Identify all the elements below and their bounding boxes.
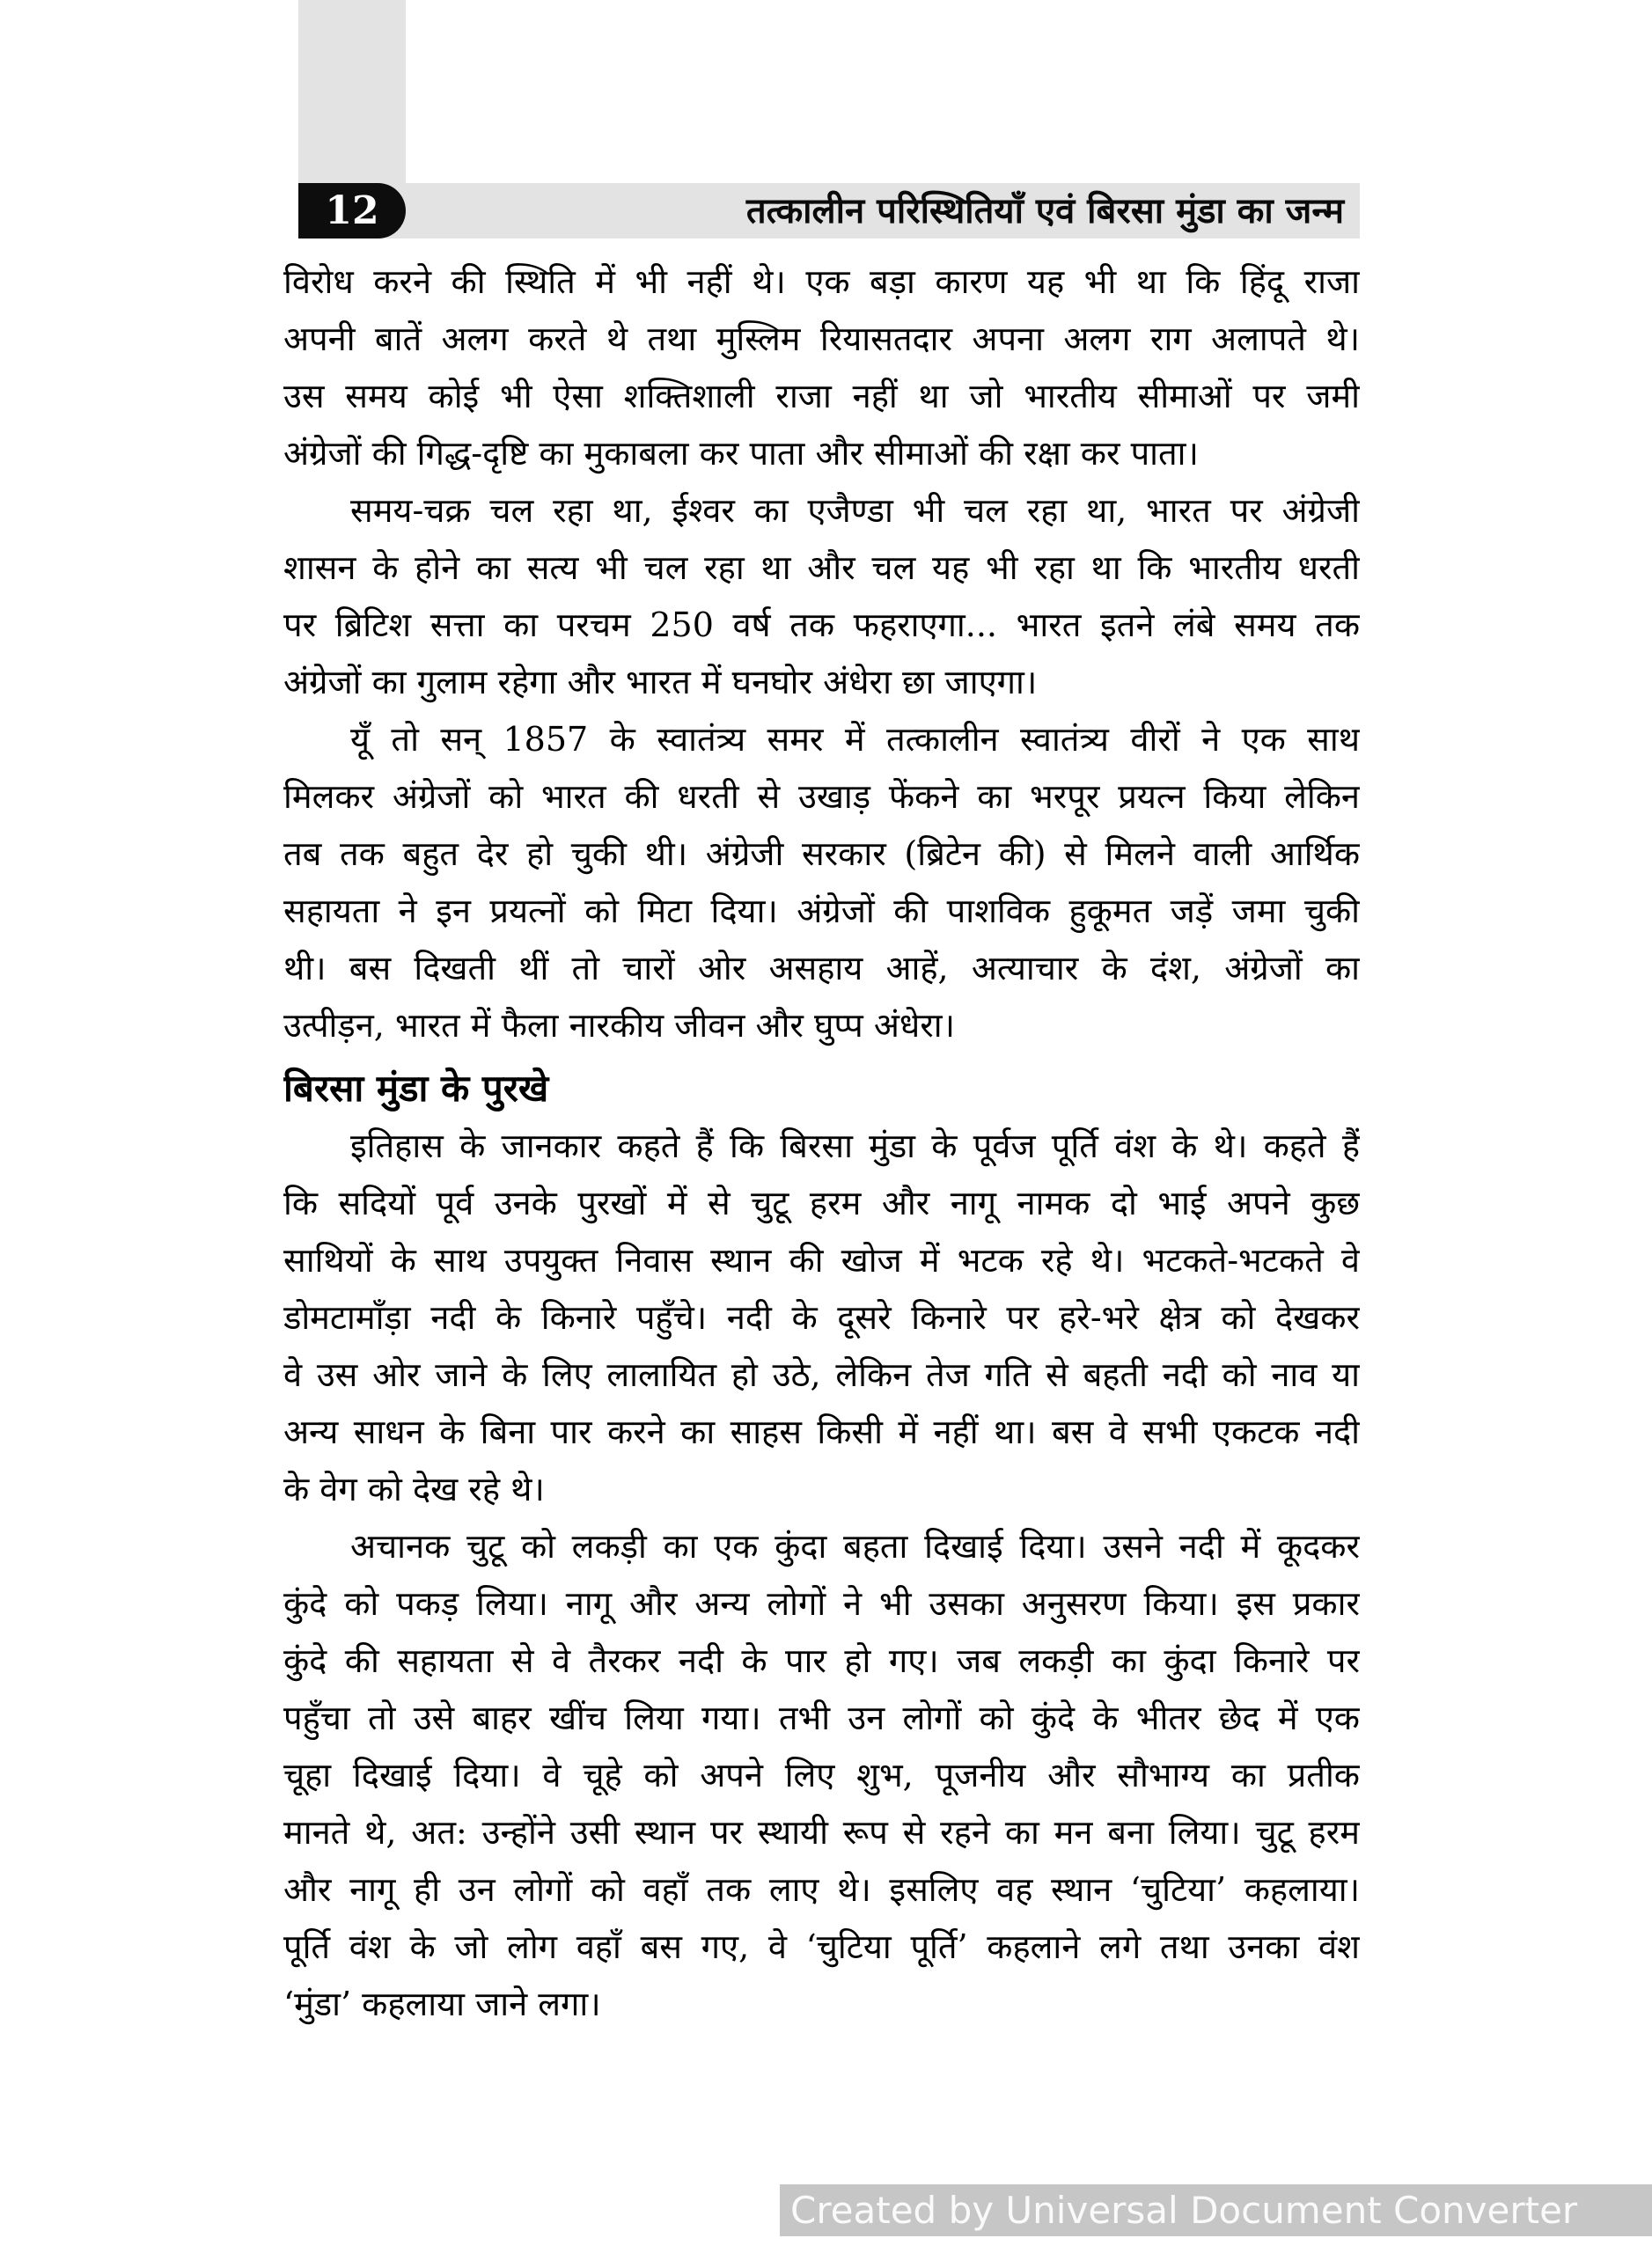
text-line: पूर्ति वंश के जो लोग वहाँ बस गए, वे ‘चुटिया पूर्ति’ कहलाने लगे तथा उनका वंश	[283, 1927, 1360, 1966]
top-left-gray-strip	[298, 0, 406, 183]
text-line: वे उस ओर जाने के लिए लालायित हो उठे, लेकिन तेज गति से बहती नदी को नाव या	[283, 1355, 1360, 1394]
text-line: शासन के होने का सत्य भी चल रहा था और चल यह भी रहा था कि भारतीय धरती	[283, 548, 1360, 587]
text-line: सहायता ने इन प्रयत्नों को मिटा दिया। अंग्रेजों की पाशविक हुकूमत जड़ें जमा चुकी	[283, 892, 1360, 930]
chapter-title: तत्कालीन परिस्थितियाँ एवं बिरसा मुंडा का जन्म	[745, 190, 1344, 231]
text-line: और नागू ही उन लोगों को वहाँ तक लाए थे। इसलिए वह स्थान ‘चुटिया’ कहलाया।	[283, 1870, 1360, 1909]
paragraph	[283, 711, 1360, 1054]
text-line: कि सदियों पूर्व उनके पुरखों में से चुटू हरम और नागू नामक दो भाई अपने कुछ	[283, 1184, 1360, 1222]
paragraph	[283, 1518, 1360, 2033]
text-line: इतिहास के जानकार कहते हैं कि बिरसा मुंडा के पूर्वज पूर्ति वंश के थे। कहते हैं	[350, 1126, 1360, 1165]
text-line: अपनी बातें अलग करते थे तथा मुस्लिम रियासतदार अपना अलग राग अलापते थे।	[283, 319, 1360, 358]
paragraph	[283, 1118, 1360, 1518]
page-number: 12	[325, 187, 379, 233]
paragraph	[283, 482, 1360, 711]
text-line: अंग्रेजों की गिद्ध-दृष्टि का मुकाबला कर पाता और सीमाओं की रक्षा कर पाता।	[283, 434, 1199, 473]
text-line: डोमटामाँड़ा नदी के किनारे पहुँचे। नदी के दूसरे किनारे पर हरे-भरे क्षेत्र को देखकर	[283, 1298, 1360, 1337]
chapter-header-bar	[298, 183, 1360, 239]
text-line: विरोध करने की स्थिति में भी नहीं थे। एक बड़ा कारण यह भी था कि हिंदू राजा	[283, 262, 1360, 301]
text-line: उस समय कोई भी ऐसा शक्तिशाली राजा नहीं था जो भारतीय सीमाओं पर जमी	[283, 377, 1360, 415]
text-line: यूँ तो सन् 1857 के स्वातंत्र्य समर में तत्कालीन स्वातंत्र्य वीरों ने एक साथ	[350, 720, 1360, 759]
text-line: थी। बस दिखती थीं तो चारों ओर असहाय आहें, अत्याचार के दंश, अंग्रेजों का	[283, 949, 1360, 987]
text-line: ‘मुंडा’ कहलाया जाने लगा।	[283, 1985, 601, 2023]
watermark-banner: Created by Universal Document Converter	[780, 2184, 1652, 2236]
text-line: मानते थे, अत: उन्होंने उसी स्थान पर स्थायी रूप से रहने का मन बना लिया। चुटू हरम	[283, 1813, 1360, 1852]
page-number-tab	[298, 183, 406, 239]
body-text-column	[283, 253, 1360, 2033]
paragraph	[283, 253, 1360, 482]
text-line: अचानक चुटू को लकड़ी का एक कुंदा बहता दिखाई दिया। उसने नदी में कूदकर	[350, 1527, 1360, 1566]
text-line: कुंदे को पकड़ लिया। नागू और अन्य लोगों ने भी उसका अनुसरण किया। इस प्रकार	[283, 1584, 1360, 1623]
text-line: समय-चक्र चल रहा था, ईश्वर का एजैण्डा भी चल रहा था, भारत पर अंग्रेजी	[350, 491, 1360, 530]
text-line: कुंदे की सहायता से वे तैरकर नदी के पार हो गए। जब लकड़ी का कुंदा किनारे पर	[283, 1641, 1360, 1680]
text-line: उत्पीड़न, भारत में फैला नारकीय जीवन और घुप्प अंधेरा।	[283, 1006, 956, 1045]
section-heading: बिरसा मुंडा के पुरखे	[283, 1067, 549, 1110]
text-line: साथियों के साथ उपयुक्त निवास स्थान की खोज में भटक रहे थे। भटकते-भटकते वे	[283, 1241, 1360, 1280]
text-line: चूहा दिखाई दिया। वे चूहे को अपने लिए शुभ, पूजनीय और सौभाग्य का प्रतीक	[283, 1756, 1360, 1794]
text-line: मिलकर अंग्रेजों को भारत की धरती से उखाड़ फेंकने का भरपूर प्रयत्न किया लेकिन	[283, 777, 1360, 816]
text-line: पर ब्रिटिश सत्ता का परचम 250 वर्ष तक फहराएगा... भारत इतने लंबे समय तक	[283, 605, 1360, 644]
text-line: पहुँचा तो उसे बाहर खींच लिया गया। तभी उन लोगों को कुंदे के भीतर छेद में एक	[283, 1699, 1360, 1737]
text-line: अंग्रेजों का गुलाम रहेगा और भारत में घनघोर अंधेरा छा जाएगा।	[283, 663, 1038, 701]
text-line: के वेग को देख रहे थे।	[283, 1470, 545, 1508]
text-line: अन्य साधन के बिना पार करने का साहस किसी में नहीं था। बस वे सभी एकटक नदी	[283, 1413, 1360, 1451]
text-line: तब तक बहुत देर हो चुकी थी। अंग्रेजी सरकार (ब्रिटेन की) से मिलने वाली आर्थिक	[283, 834, 1360, 873]
